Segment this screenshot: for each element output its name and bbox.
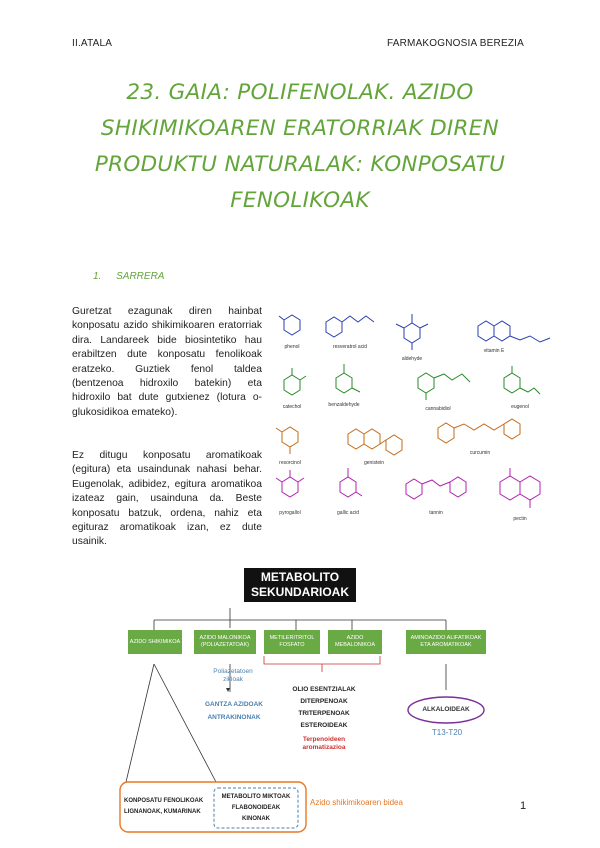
molecule-phenol xyxy=(279,315,300,335)
molecule-tannin xyxy=(406,477,466,499)
molecule-vitamin-e xyxy=(478,321,550,342)
molecule-label: aldehyde xyxy=(401,356,423,362)
paragraph-1: Guretzat ezagunak diren hainbat konposatu azido shikimikoaren eratorriak dira. Landareek bide biosintetiko hau erabiltzen dute konposatu fenolikoak eratzeko. Guztiek fenol taldea (bentzenoa hidroxilo batekin) eta hidroxilo bat dute gutxienez (lotura o-glukosidikoa emateko). xyxy=(72,306,262,418)
section-heading xyxy=(93,271,164,282)
molecule-label: cannabidiol xyxy=(425,406,451,412)
page-number: 1 xyxy=(520,800,527,812)
section-number: 1. xyxy=(93,271,102,282)
polyacetate-cycles: Poliazetatoen zikloak xyxy=(213,668,253,683)
molecule-label: resveratrol acid xyxy=(332,344,368,350)
box-malonic-acid: AZIDO MALONIKOA (POLIAZETATOAK) xyxy=(194,630,256,654)
molecule-benzaldehyde xyxy=(336,364,360,393)
molecule-label: genistein xyxy=(363,460,385,466)
header-left: II.ATALA xyxy=(72,38,113,49)
title-line-1: 23. GAIA: POLIFENOLAK. AZIDO xyxy=(126,80,474,105)
page-title xyxy=(60,75,540,219)
metabolites-diagram xyxy=(116,560,490,848)
molecule-label: tannin xyxy=(429,510,443,516)
molecule-label: pyrogallol xyxy=(279,510,301,516)
title-line-4: FENOLIKOAK xyxy=(230,188,370,213)
header-right: FARMAKOGNOSIA BEREZIA xyxy=(386,38,524,49)
molecule-label: gallic acid xyxy=(337,510,359,516)
molecule-label: curcumin xyxy=(469,450,491,456)
title-line-2: SHIKIMIKOAREN ERATORRIAK DIREN xyxy=(100,116,500,141)
molecule-label: benzaldehyde xyxy=(328,402,360,408)
alkaloids-label: ALKALOIDEAK xyxy=(422,706,470,713)
polyacetate-products: GANTZA AZIDOAK ANTRAKINONAK xyxy=(204,701,263,721)
molecule-label: pectin xyxy=(513,516,527,522)
box-mevalonic-acid: AZIDO MEBALONIKOA xyxy=(328,630,382,654)
molecule-eugenol xyxy=(504,366,540,394)
shikimic-pathway-label: Azido shikimikoaren bidea xyxy=(310,798,403,807)
molecule-label: vitamin E xyxy=(483,348,505,354)
molecule-curcumin xyxy=(438,419,520,443)
molecule-aldehyde xyxy=(396,314,428,350)
diagram-title: METABOLITO SEKUNDARIOAK xyxy=(244,568,356,602)
molecule-label: phenol xyxy=(284,344,300,350)
molecule-resorcinol xyxy=(276,427,298,454)
molecule-gallic-acid xyxy=(340,468,362,497)
box-amino-acids: AMINOAZIDO ALIFATIKOAK ETA AROMATIKOAK xyxy=(406,630,486,654)
molecule-label: catechol xyxy=(282,404,302,410)
phenolic-compounds-box: KONPOSATU FENOLIKOAK LIGNANOAK, KUMARINAK xyxy=(124,798,204,815)
molecule-label: resorcinol xyxy=(279,460,301,466)
molecule-structures-figure xyxy=(268,300,554,538)
mixed-metabolites-box: METABOLITO MIKTOAK FLABONOIDEAK KINONAK xyxy=(221,794,291,822)
molecule-resveratrol-acid xyxy=(326,316,374,337)
box-shikimic-acid: AZIDO SHIKIMIKOA xyxy=(128,630,182,654)
molecule-cannabidiol xyxy=(418,373,470,400)
terpene-list: OLIO ESENTZIALAK DITERPENOAK TRITERPENOAK ESTEROIDEAK xyxy=(292,686,356,729)
molecule-catechol xyxy=(284,368,306,395)
molecule-genistein xyxy=(348,429,402,455)
alkaloid-reference: T13-T20 xyxy=(431,728,463,737)
molecule-pectin xyxy=(500,468,540,508)
molecule-label: eugenol xyxy=(511,404,529,410)
paragraph-2: Ez ditugu konposatu aromatikoak (egitura) eta usaindunak nahasi behar. Eugenolak, adibidez, egitura aromatikoa izateaz gain, usainduna da. Beste konposatu batzuk, ordena, nahiz eta egituraz aromatikoak izan, ez dute usainik. xyxy=(72,450,262,548)
terpenoid-aromatization: Terpenoideen aromatizazioa xyxy=(302,736,346,751)
box-methylerythritol-phosphate: METILERITRITOL FOSFATO xyxy=(264,630,320,654)
molecule-pyrogallol xyxy=(276,470,304,497)
title-line-3: PRODUKTU NATURALAK: KONPOSATU xyxy=(94,152,506,177)
section-title: SARRERA xyxy=(116,271,165,282)
